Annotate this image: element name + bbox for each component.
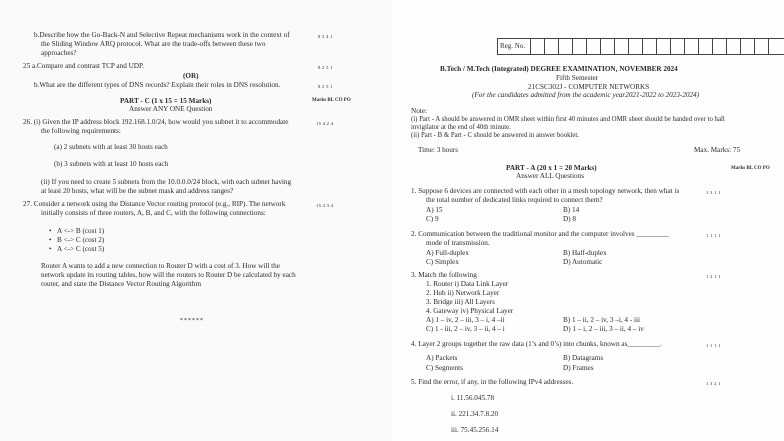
q2-option-c: C) Simplex bbox=[426, 258, 459, 266]
q3-row-2: 2. Hub ii) Network Layer bbox=[426, 289, 500, 297]
bullet-dot-icon: • bbox=[49, 236, 52, 244]
q1-option-a: A) 15 bbox=[426, 206, 443, 214]
reg-no-cell[interactable] bbox=[586, 39, 601, 54]
or-separator: (OR) bbox=[183, 72, 199, 80]
note-label: Note: bbox=[411, 107, 427, 115]
reg-no-cell[interactable] bbox=[726, 39, 741, 54]
q27-para-line3: router, and state the Distance Vector Routing Algorithm bbox=[41, 280, 202, 288]
part-c-title: PART - C (1 x 15 = 15 Marks) bbox=[120, 97, 212, 105]
q24b-line2: the Sliding Window ARQ protocol. What are the trade-offs between these two bbox=[41, 40, 266, 48]
q1-option-c: C) 9 bbox=[426, 215, 439, 223]
q2-line1: 2. Communication between the traditional monitor and the computer involves _________ bbox=[411, 230, 669, 238]
q27-marks: 15 4 3 4 bbox=[316, 203, 334, 208]
q3-row-3: 3. Bridge iii) All Layers bbox=[426, 298, 495, 306]
reg-no-cell[interactable] bbox=[600, 39, 615, 54]
q5-item-i: i. 11.56.045.78 bbox=[451, 394, 495, 402]
q4-option-d: D) Frames bbox=[563, 364, 594, 372]
reg-no-cell[interactable] bbox=[656, 39, 671, 54]
part-a-columns: Marks BL CO PO bbox=[731, 166, 770, 171]
q4-option-b: B) Datagrams bbox=[563, 354, 604, 362]
q3-line1: 3. Match the following bbox=[411, 271, 477, 279]
q24b-marks: 8 3 4 1 bbox=[318, 34, 333, 39]
q1-line1: 1. Suppose 6 devices are connected with each other in a mesh topology network, then what is bbox=[411, 187, 680, 195]
q3-marks: 1 2 1 1 bbox=[706, 274, 721, 279]
q25a-text: 25 a.Compare and contrast TCP and UDP. bbox=[23, 62, 144, 70]
note-1-line2: invigilator at the end of 40th minute. bbox=[411, 124, 511, 131]
q1-line2: the total number of dedicated links required to connect them? bbox=[426, 196, 603, 204]
reg-no-cell[interactable] bbox=[628, 39, 643, 54]
reg-no-cell[interactable] bbox=[614, 39, 629, 54]
q26-sub-a: (a) 2 subnets with at least 30 hosts each bbox=[54, 143, 168, 151]
q2-option-a: A) Full-duplex bbox=[426, 249, 469, 257]
admitted-note: (For the candidates admitted from the academic year2021-2022 to 2023-2024) bbox=[472, 91, 700, 99]
reg-no-cell[interactable] bbox=[754, 39, 769, 54]
q5-marks: 1 3 2 1 bbox=[706, 381, 721, 386]
q4-option-a: A) Packets bbox=[426, 354, 458, 362]
q3-row-1: 1. Router i) Data Link Layer bbox=[426, 280, 509, 288]
q1-option-b: B) 14 bbox=[563, 206, 580, 214]
reg-no-cell[interactable] bbox=[558, 39, 573, 54]
semester: Fifth Semester bbox=[556, 74, 599, 82]
q27-para-line1: Router A wants to add a new connection to Router D with a cost of 3. How will the bbox=[41, 262, 280, 270]
q26-line2: the following requirements: bbox=[41, 127, 121, 135]
q25b-text: b.What are the different types of DNS records? Explain their roles in DNS resolution. bbox=[34, 81, 281, 89]
q26-ii-line2: at least 20 hosts, what will be the subnet mask and address ranges? bbox=[41, 187, 234, 195]
q24b-line3: approaches? bbox=[41, 49, 77, 57]
q3-row-4: 4. Gateway iv) Physical Layer bbox=[426, 307, 514, 315]
q27-bullet-1: A <-> B (cost 1) bbox=[57, 227, 105, 235]
reg-no-cell[interactable] bbox=[768, 39, 783, 54]
q2-option-b: B) Half-duplex bbox=[563, 249, 607, 257]
q25a-marks: 8 2 5 1 bbox=[318, 65, 333, 70]
part-a-subtitle: Answer ALL Questions bbox=[516, 172, 585, 180]
reg-no-cell[interactable] bbox=[642, 39, 657, 54]
q2-marks: 1 1 1 1 bbox=[706, 233, 721, 238]
q27-para-line2: network update its routing tables, how will the routers to Router D be calculated by each bbox=[41, 271, 296, 279]
q27-line2: initially consists of three routers, A, B, and C, with the following connections: bbox=[41, 209, 266, 217]
q3-option-d: D) 1 – i, 2 – iii, 3 – ii, 4 – iv bbox=[563, 325, 644, 333]
q2-option-d: D) Automatic bbox=[563, 258, 603, 266]
q26-ii-line1: (ii) If you need to create 5 subnets from the 10.0.0.0/24 block, with each subnet having bbox=[41, 178, 292, 186]
q3-option-a: A) 1 – iv, 2 – iii, 3 – i, 4 –ii bbox=[426, 316, 505, 324]
reg-no-cell[interactable] bbox=[670, 39, 685, 54]
q24b-line1: b.Describe how the Go-Back-N and Selective Repeat mechanisms work in the context of bbox=[34, 31, 290, 39]
q2-line2: mode of transmission. bbox=[426, 239, 490, 247]
reg-no-cell[interactable] bbox=[698, 39, 713, 54]
q5-line1: 5. Find the error, if any, in the following IPv4 addresses. bbox=[411, 378, 574, 386]
q4-option-c: C) Segments bbox=[426, 364, 463, 372]
q27-bullet-2: B <-> C (cost 2) bbox=[57, 236, 105, 244]
reg-no-cell[interactable] bbox=[740, 39, 755, 54]
time-allowed: Time: 3 hours bbox=[418, 146, 459, 154]
exam-title: B.Tech / M.Tech (Integrated) DEGREE EXAMINATION, NOVEMBER 2024 bbox=[440, 65, 678, 73]
q26-sub-b: (b) 3 subnets with at least 10 hosts each bbox=[54, 160, 169, 168]
reg-no-label: Reg. No. bbox=[500, 42, 526, 50]
q4-marks: 1 1 1 1 bbox=[706, 343, 721, 348]
note-1-line1: (i) Part - A should be answered in OMR sheet within first 40 minutes and OMR sheet should be handed over to hall bbox=[411, 116, 725, 123]
reg-no-cell[interactable] bbox=[684, 39, 699, 54]
part-c-columns: Marks BL CO PO bbox=[312, 98, 351, 103]
q5-item-ii: ii. 221.34.7.8.20 bbox=[451, 410, 499, 418]
q1-option-d: D) 8 bbox=[563, 215, 576, 223]
q26-marks: 15 4 2 4 bbox=[316, 121, 334, 126]
course-title: 21CSC302J - COMPUTER NETWORKS bbox=[528, 83, 650, 91]
q27-line1: 27. Consider a network using the Distance Vector routing protocol (e.g., RIP). The network bbox=[23, 200, 286, 208]
part-a-title: PART - A (20 x 1 = 20 Marks) bbox=[506, 164, 597, 172]
part-c-subtitle: Answer ANY ONE Question bbox=[129, 105, 213, 113]
reg-no-cell[interactable] bbox=[530, 39, 545, 54]
bullet-dot-icon: • bbox=[49, 227, 52, 235]
q3-option-c: C) 1 - iii, 2 – iv, 3 – ii, 4 – i bbox=[426, 325, 505, 333]
reg-no-box[interactable] bbox=[497, 38, 784, 55]
q1-marks: 1 3 1 1 bbox=[706, 190, 721, 195]
reg-no-cell[interactable] bbox=[572, 39, 587, 54]
q26-line1: 26. (i) Given the IP address block 192.168.1.0/24, how would you subnet it to accommodate bbox=[23, 118, 289, 126]
bullet-dot-icon: • bbox=[49, 245, 52, 253]
end-marker: ****** bbox=[180, 318, 204, 324]
note-2: (ii) Part - B & Part - C should be answered in answer booklet. bbox=[411, 132, 580, 139]
max-marks: Max. Marks: 75 bbox=[694, 146, 741, 154]
q4-line1: 4. Layer 2 groups together the raw data (1’s and 0’s) into chunks, known as_________. bbox=[411, 340, 662, 348]
reg-no-cell[interactable] bbox=[712, 39, 727, 54]
q3-option-b: B) 1 – ii, 2 – iv, 3 –i, 4 - iii bbox=[563, 316, 640, 324]
q5-item-iii: iii. 75.45.256.14 bbox=[451, 426, 499, 434]
reg-no-cell[interactable] bbox=[544, 39, 559, 54]
q25b-marks: 8 2 5 1 bbox=[318, 84, 333, 89]
q27-bullet-3: A <-> C (cost 5) bbox=[57, 245, 105, 253]
